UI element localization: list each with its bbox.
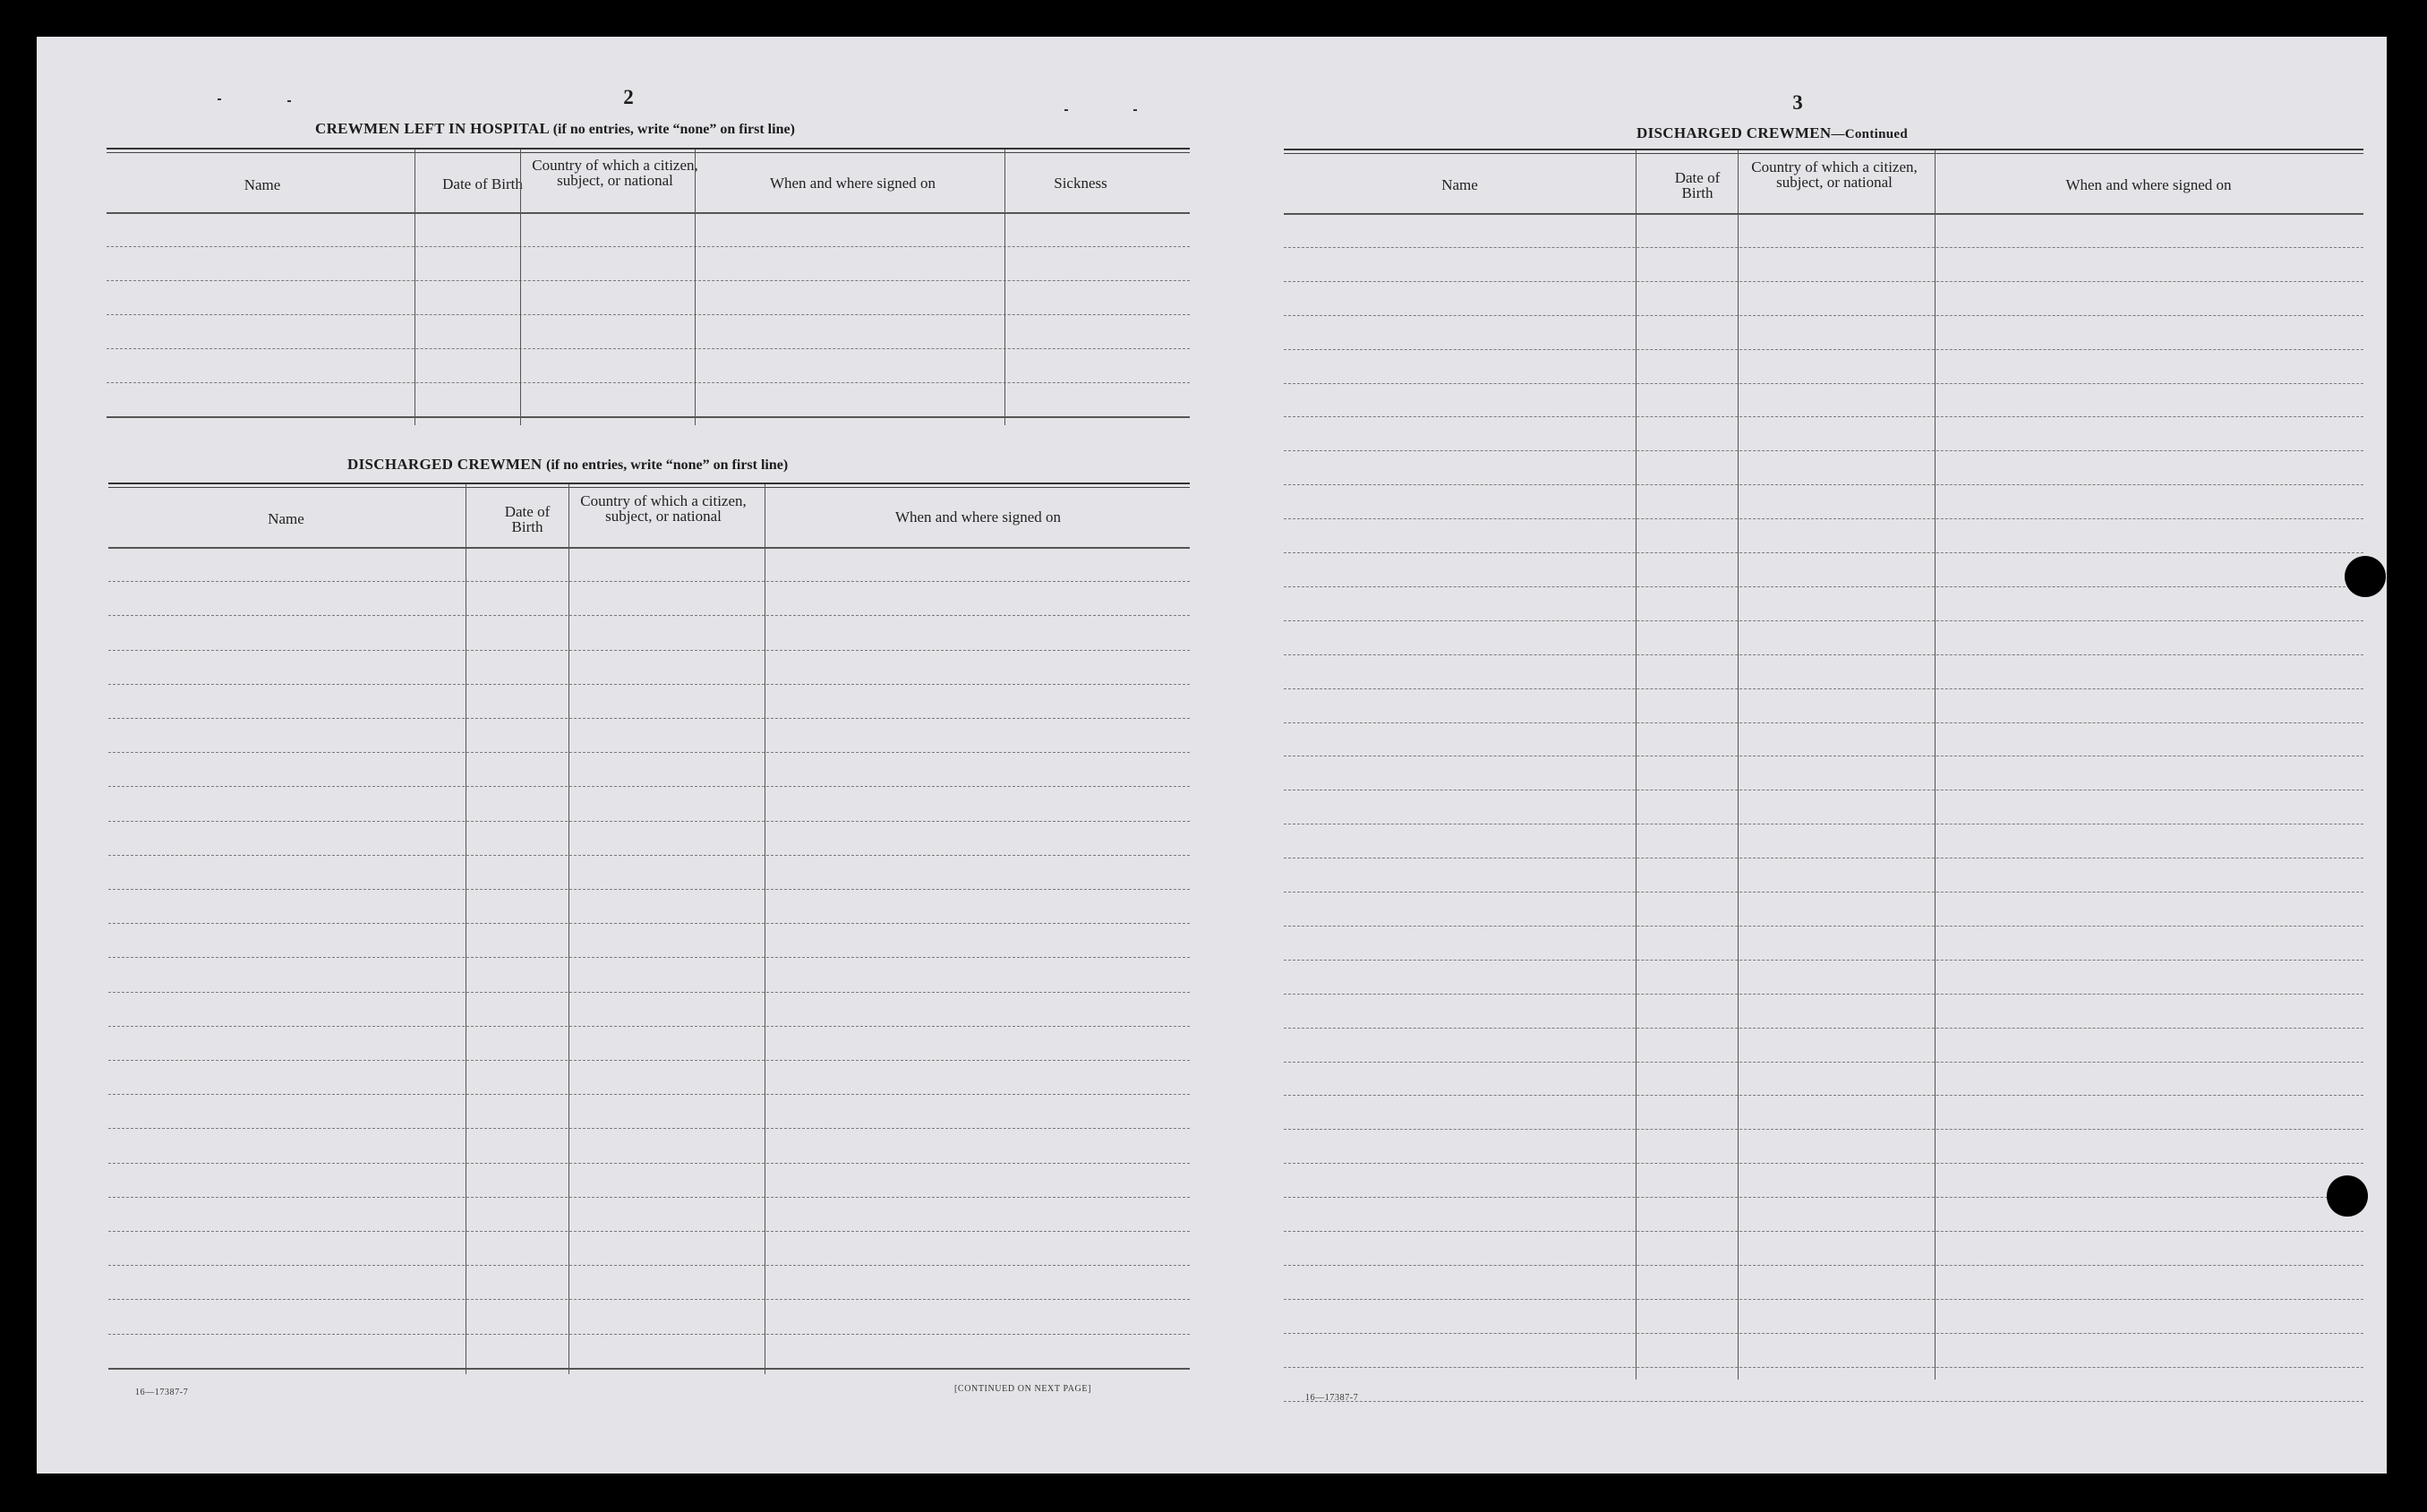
- blank-row-line: [1284, 518, 2363, 519]
- blank-row-line: [108, 650, 1190, 651]
- form-number-left: 16—17387-7: [135, 1388, 189, 1397]
- blank-row-line: [108, 615, 1190, 616]
- blank-row-line: [1284, 1197, 2363, 1198]
- continued-notice: [CONTINUED ON NEXT PAGE]: [954, 1384, 1092, 1394]
- blank-row-line: [1284, 552, 2363, 553]
- blank-row-line: [1284, 620, 2363, 621]
- blank-row-line: [1284, 315, 2363, 316]
- discharged-col-name: Name: [268, 509, 304, 527]
- hospital-col-date-of-birth: Date of Birth: [442, 175, 523, 192]
- hospital-col-country: Country of which a citizen, subject, or national: [532, 157, 698, 189]
- blank-row-line: [108, 718, 1190, 719]
- blank-row-line: [1284, 281, 2363, 282]
- discharged-title-main: DISCHARGED CREWMEN: [347, 456, 543, 473]
- blank-row-line: [108, 1299, 1190, 1300]
- discharged-title-instruction: (if no entries, write “none” on first line): [546, 457, 789, 473]
- blank-row-line: [1284, 858, 2363, 859]
- ink-speck: [287, 100, 291, 102]
- blank-row-line: [108, 957, 1190, 958]
- blank-row-line: [1284, 960, 2363, 961]
- blank-row-line: [1284, 1095, 2363, 1096]
- blank-row-line: [108, 1334, 1190, 1335]
- blank-row-line: [107, 246, 1190, 247]
- discharged-continued-title-main: DISCHARGED CREWMEN: [1637, 124, 1832, 141]
- blank-row-line: [1284, 1367, 2363, 1368]
- discharged-col-when-where: When and where signed on: [894, 508, 1062, 525]
- blank-row-line: [1284, 926, 2363, 927]
- blank-row-line: [108, 1197, 1190, 1198]
- blank-row-line: [108, 855, 1190, 856]
- blank-row-line: [1284, 586, 2363, 587]
- blank-row-line: [108, 1060, 1190, 1061]
- blank-row-line: [1284, 247, 2363, 248]
- hospital-col-when-where: When and where signed on: [769, 174, 936, 192]
- discharged-section-title: [347, 456, 788, 474]
- blank-row-line: [107, 280, 1190, 281]
- blank-row-line: [1284, 1129, 2363, 1130]
- blank-row-line: [108, 786, 1190, 787]
- blank-row-line: [107, 416, 1190, 418]
- blank-row-line: [1284, 994, 2363, 995]
- discharged-cont-col-when-where: When and where signed on: [2065, 175, 2232, 193]
- blank-row-line: [108, 923, 1190, 924]
- blank-row-line: [1284, 722, 2363, 723]
- hospital-section-title: [315, 120, 795, 138]
- discharged-continued-title: [1637, 124, 1908, 142]
- ink-speck: [1133, 109, 1137, 111]
- blank-row-line: [107, 348, 1190, 349]
- hospital-col-sickness: Sickness: [1054, 174, 1107, 192]
- blank-row-line: [1284, 1299, 2363, 1300]
- blank-row-line: [1284, 416, 2363, 417]
- blank-row-line: [1284, 1028, 2363, 1029]
- form-sheet: [37, 37, 2387, 1474]
- blank-row-line: [108, 1128, 1190, 1129]
- hospital-col-name: Name: [244, 175, 281, 193]
- blank-row-line: [107, 314, 1190, 315]
- form-number-right: 16—17387-7: [1305, 1393, 1359, 1403]
- discharged-col-date-of-birth: Date of Birth: [504, 503, 551, 535]
- ink-speck: [1064, 109, 1068, 111]
- blank-row-line: [108, 1026, 1190, 1027]
- blank-row-line: [107, 382, 1190, 383]
- blank-row-line: [108, 684, 1190, 685]
- page-number-right: 3: [1792, 91, 1803, 114]
- blank-row-line: [1284, 1231, 2363, 1232]
- page-number-left: 2: [623, 86, 634, 108]
- discharged-cont-col-country: Country of which a citizen, subject, or national: [1751, 158, 1918, 191]
- ink-speck: [218, 98, 221, 100]
- blank-row-line: [1284, 1062, 2363, 1063]
- blank-row-line: [1284, 1163, 2363, 1164]
- binder-hole-top: [2345, 556, 2386, 597]
- blank-row-line: [108, 821, 1190, 822]
- discharged-continued-label: —Continued: [1831, 127, 1908, 141]
- hospital-title-main: CREWMEN LEFT IN HOSPITAL: [315, 120, 550, 137]
- blank-row-line: [108, 1265, 1190, 1266]
- blank-row-line: [1284, 1333, 2363, 1334]
- blank-row-line: [108, 889, 1190, 890]
- blank-row-line: [108, 581, 1190, 582]
- blank-row-line: [1284, 484, 2363, 485]
- blank-row-line: [1284, 1265, 2363, 1266]
- discharged-cont-col-date-of-birth: Date of Birth: [1674, 169, 1721, 201]
- blank-row-line: [108, 1094, 1190, 1095]
- blank-row-line: [1284, 1401, 2363, 1402]
- blank-row-line: [108, 1368, 1190, 1370]
- blank-row-line: [108, 992, 1190, 993]
- hospital-title-instruction: (if no entries, write “none” on first line): [552, 122, 795, 137]
- discharged-col-country: Country of which a citizen, subject, or national: [580, 492, 747, 525]
- blank-row-line: [108, 1231, 1190, 1232]
- blank-row-line: [1284, 892, 2363, 893]
- blank-row-line: [1284, 654, 2363, 655]
- blank-row-line: [1284, 349, 2363, 350]
- discharged-cont-col-name: Name: [1441, 175, 1478, 193]
- blank-row-line: [1284, 383, 2363, 384]
- blank-row-line: [108, 1163, 1190, 1164]
- blank-row-line: [1284, 688, 2363, 689]
- blank-row-line: [108, 752, 1190, 753]
- blank-row-line: [1284, 450, 2363, 451]
- binder-hole-bottom: [2327, 1175, 2368, 1217]
